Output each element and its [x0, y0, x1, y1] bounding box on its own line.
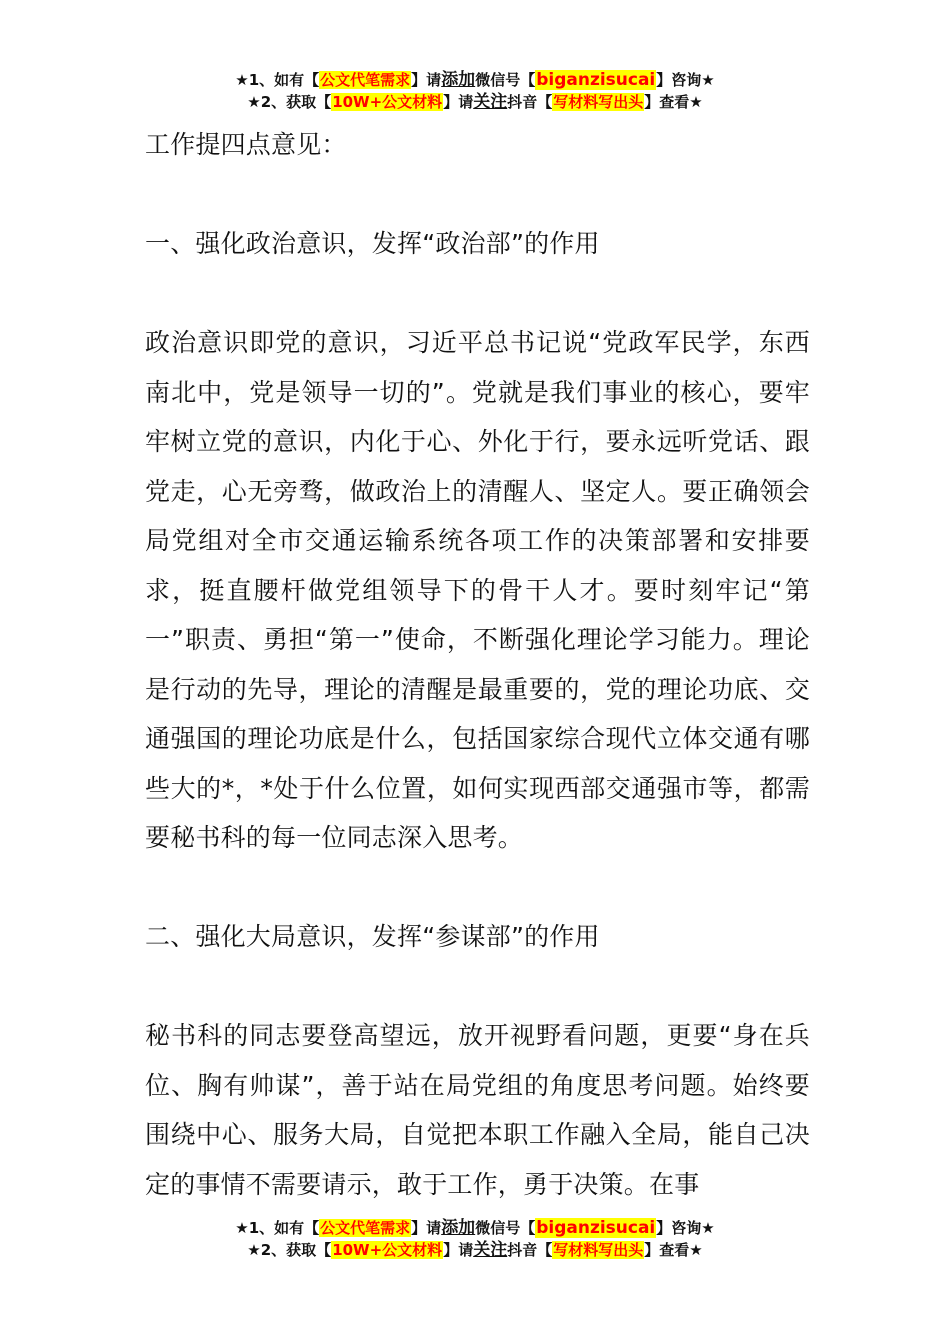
section-1-paragraph: 政治意识即党的意识，习近平总书记说“党政军民学，东西南北中，党是领导一切的”。党就是我们事业的核心，要牢牢树立党的意识，内化于心、外化于行，要永远听党话、跟党走，心无旁骛，做政治上的清醒人、坚定人。要正确领会局党组对全市交通运输系统各项工作的决策部署和安排要求，挺直腰杆做党组领导下的骨干人才。要时刻牢记“第一”职责、勇担“第一”使命，不断强化理论学习能力。理论是行动的先导，理论的清醒是最重要的，党的理论功底、交通强国的理论功底是什么，包括国家综合现代立体交通有哪些大的*，*处于什么位置，如何实现西部交通强市等，都需要秘书科的每一位同志深入思考。 [145, 328, 810, 852]
banner-wechat-id: biganzisucai [536, 1218, 656, 1238]
header-banner [0, 69, 950, 113]
banner-line-1: ★1、如有【公文代笔需求】请添加微信号【biganzisucai】咨询★ [235, 70, 715, 90]
section-2-paragraph: 秘书科的同志要登高望远，放开视野看问题，更要“身在兵位、胸有帅谋”，善于站在局党组的角度思考问题。始终要围绕中心、服务大局，自觉把本职工作融入全局，能自己决定的事情不需要请示，敢于工作，勇于决策。在事 [145, 1021, 810, 1199]
banner-douyin-id: 写材料写出头 [553, 93, 644, 111]
banner-douyin-id: 写材料写出头 [553, 1241, 644, 1259]
banner-highlight: 公文代笔需求 [320, 71, 411, 89]
banner-wechat-id: biganzisucai [536, 70, 656, 90]
banner-line-2: ★2、获取【10W+公文材料】请关注抖音【写材料写出头】查看★ [247, 1240, 703, 1260]
section-1-heading: 一、强化政治意识，发挥“政治部”的作用 [145, 229, 600, 258]
banner-highlight: 10W+公文材料 [332, 93, 443, 111]
footer-banner [0, 1217, 950, 1261]
section-2-heading: 二、强化大局意识，发挥“参谋部”的作用 [145, 922, 600, 951]
banner-line-1: ★1、如有【公文代笔需求】请添加微信号【biganzisucai】咨询★ [235, 1218, 715, 1238]
banner-line-2: ★2、获取【10W+公文材料】请关注抖音【写材料写出头】查看★ [247, 92, 703, 112]
banner-highlight: 10W+公文材料 [332, 1241, 443, 1259]
intro-paragraph: 工作提四点意见： [145, 130, 347, 159]
banner-highlight: 公文代笔需求 [320, 1219, 411, 1237]
document-body [145, 120, 810, 1209]
